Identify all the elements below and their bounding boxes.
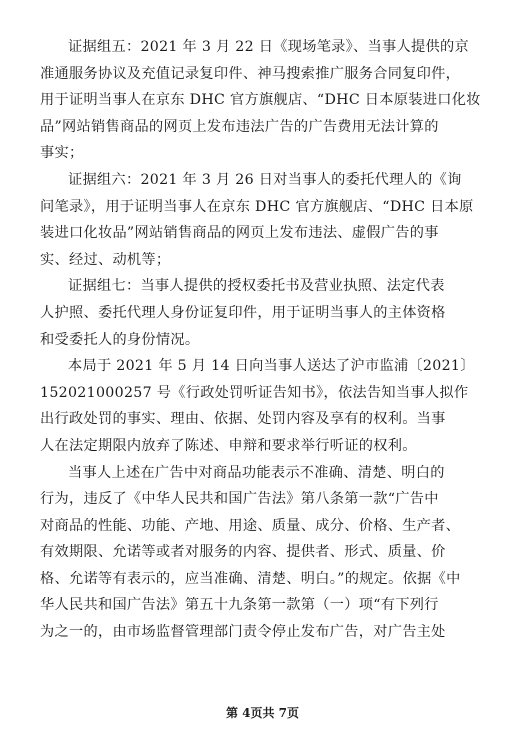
document-body: [40, 34, 487, 646]
text-line: 证据组七：当事人提供的授权委托书及营业执照、法定代表: [68, 278, 445, 295]
page-number-footer: 第 4页共 7页: [225, 706, 300, 720]
text-line: 证据组六：2021 年 3 月 26 日对当事人的委托代理人的《询: [68, 171, 462, 188]
text-line: 当事人上述在广告中对商品功能表示不准确、清楚、明白的: [68, 464, 445, 481]
text-line: 对商品的性能、功能、产地、用途、质量、成分、价格、生产者、: [40, 517, 461, 534]
text-line: 实、经过、动机等；: [40, 251, 171, 268]
text-line: 证据组五：2021 年 3 月 22 日《现场笔录》、当事人提供的京: [68, 39, 469, 55]
text-line: 为之一的，由市场监督管理部门责令停止发布广告，对广告主处: [40, 624, 446, 641]
text-line: 用于证明当事人在京东 DHC 官方旗舰店、“DHC 日本原装进口化妆: [40, 92, 481, 109]
paragraph: [40, 460, 487, 646]
text-line: 事实；: [40, 145, 84, 162]
text-line: 品”网站销售商品的网页上发布违法广告的广告费用无法计算的: [40, 118, 439, 135]
text-line: 格、允诺等有表示的，应当准确、清楚、明白。”的规定。依据《中: [40, 570, 461, 587]
paragraph: [40, 167, 487, 273]
text-line: 和受委托人的身份情况。: [40, 331, 200, 348]
text-line: 准通服务协议及充值记录复印件、神马搜索推广服务合同复印件，: [40, 65, 461, 82]
text-line: 有效期限、允诺等或者对服务的内容、提供者、形式、质量、价: [40, 544, 446, 561]
text-line: 本局于 2021 年 5 月 14 日向当事人送达了沪市监浦〔2021〕: [68, 358, 475, 375]
text-line: 问笔录》，用于证明当事人在京东 DHC 官方旗舰店、“DHC 日本原: [40, 198, 474, 215]
text-line: 华人民共和国广告法》第五十九条第一款第（一）项“有下列行: [40, 597, 439, 614]
text-line: 152021000257 号《行政处罚听证告知书》，依法告知当事人拟作: [40, 384, 469, 401]
text-line: 人护照、委托代理人身份证复印件，用于证明当事人的主体资格: [40, 304, 446, 321]
paragraph: [40, 273, 487, 353]
text-line: 行为，违反了《中华人民共和国广告法》第八条第一款“广告中: [40, 491, 439, 508]
text-line: 人在法定期限内放弃了陈述、申辩和要求举行听证的权利。: [40, 437, 417, 454]
paragraph: [40, 353, 487, 459]
text-line: 装进口化妆品”网站销售商品的网页上发布违法、虚假广告的事: [40, 225, 439, 242]
text-line: 出行政处罚的事实、理由、依据、处罚内容及享有的权利。当事: [40, 411, 446, 428]
paragraph: [40, 34, 487, 167]
